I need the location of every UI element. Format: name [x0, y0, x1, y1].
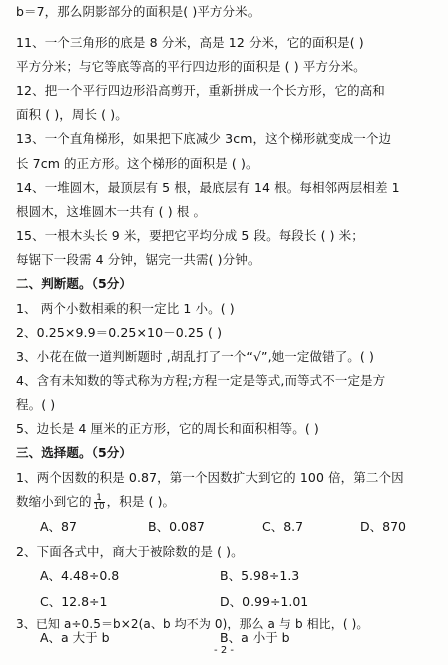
- choice-section-heading: 三、选择题。（5分）: [16, 445, 132, 460]
- fraction-denominator: 10: [93, 502, 105, 512]
- fraction-numerator: 1: [94, 494, 105, 503]
- choice-q2-option-c: C、12.8÷1: [40, 594, 108, 609]
- choice-q1-option-b: B、0.087: [148, 519, 205, 534]
- judge-section-heading: 二、判断题。（5分）: [16, 276, 132, 291]
- choice-q2: 2、下面各式中，商大于被除数的是 ( )。: [16, 544, 244, 559]
- q13-line2: 长 7cm 的正方形。这个梯形的面积是 ( )。: [16, 156, 259, 171]
- judge-q3: 3、小花在做一道判断题时 ,胡乱打了一个“√”,她一定做错了。( ): [16, 349, 374, 364]
- judge-q4-line1: 4、含有未知数的等式称为方程;方程一定是等式,而等式不一定是方: [16, 373, 386, 388]
- judge-q5: 5、边长是 4 厘米的正方形，它的周长和面积相等。( ): [16, 421, 319, 436]
- choice-q3: 3、已知 a÷0.5＝b×2(a、b 均不为 0)，那么 a 与 b 相比，( )。: [16, 617, 369, 631]
- q14-line1: 14、一堆圆木，最顶层有 5 根，最底层有 14 根。每相邻两层相差 1: [16, 180, 400, 195]
- q14-line2: 根圆木，这堆圆木一共有 ( ) 根 。: [16, 204, 207, 219]
- judge-q2: 2、0.25×9.9＝0.25×10－0.25 ( ): [16, 325, 223, 340]
- choice-q1-option-d: D、870: [360, 519, 406, 534]
- fraction-one-tenth: [94, 494, 105, 511]
- page-number: - 2 -: [214, 645, 234, 656]
- choice-q3-option-b: B、a 小于 b: [220, 630, 290, 645]
- judge-q4-line2: 程。( ): [16, 397, 56, 412]
- choice-q1-option-a: A、87: [40, 519, 77, 534]
- choice-q1-text-post: ，积是 ( )。: [106, 494, 176, 509]
- choice-q1-line1: 1、两个因数的积是 0.87，第一个因数扩大到它的 100 倍，第二个因: [16, 470, 404, 485]
- q12-line2: 面积 ( )，周长 ( )。: [16, 107, 128, 122]
- q10-continuation: b＝7，那么阴影部分的面积是( )平方分米。: [16, 4, 261, 19]
- choice-q2-option-b: B、5.98÷1.3: [220, 568, 300, 583]
- choice-q1-line2: [16, 494, 438, 511]
- judge-q1: 1、 两个小数相乘的积一定比 1 小。( ): [16, 301, 235, 316]
- choice-q2-option-a: A、4.48÷0.8: [40, 568, 120, 583]
- choice-q1-text-pre: 数缩小到它的: [16, 494, 92, 509]
- choice-q2-option-d: D、0.99÷1.01: [220, 594, 309, 609]
- q11-line2: 平方分米；与它等底等高的平行四边形的面积是 ( ) 平方分米。: [16, 59, 366, 74]
- q15-line1: 15、一根木头长 9 米，要把它平均分成 5 段。每段长 ( ) 米；: [16, 228, 364, 243]
- q13-line1: 13、一个直角梯形，如果把下底减少 3cm，这个梯形就变成一个边: [16, 131, 392, 146]
- choice-q3-option-a: A、a 大于 b: [40, 630, 110, 645]
- q15-line2: 每锯下一段需 4 分钟，锯完一共需( )分钟。: [16, 252, 261, 267]
- choice-q1-option-c: C、8.7: [262, 519, 304, 534]
- q11-line1: 11、一个三角形的底是 8 分米，高是 12 分米，它的面积是( ): [16, 35, 364, 50]
- q12-line1: 12、把一个平行四边形沿高剪开，重新拼成一个长方形，它的高和: [16, 83, 385, 98]
